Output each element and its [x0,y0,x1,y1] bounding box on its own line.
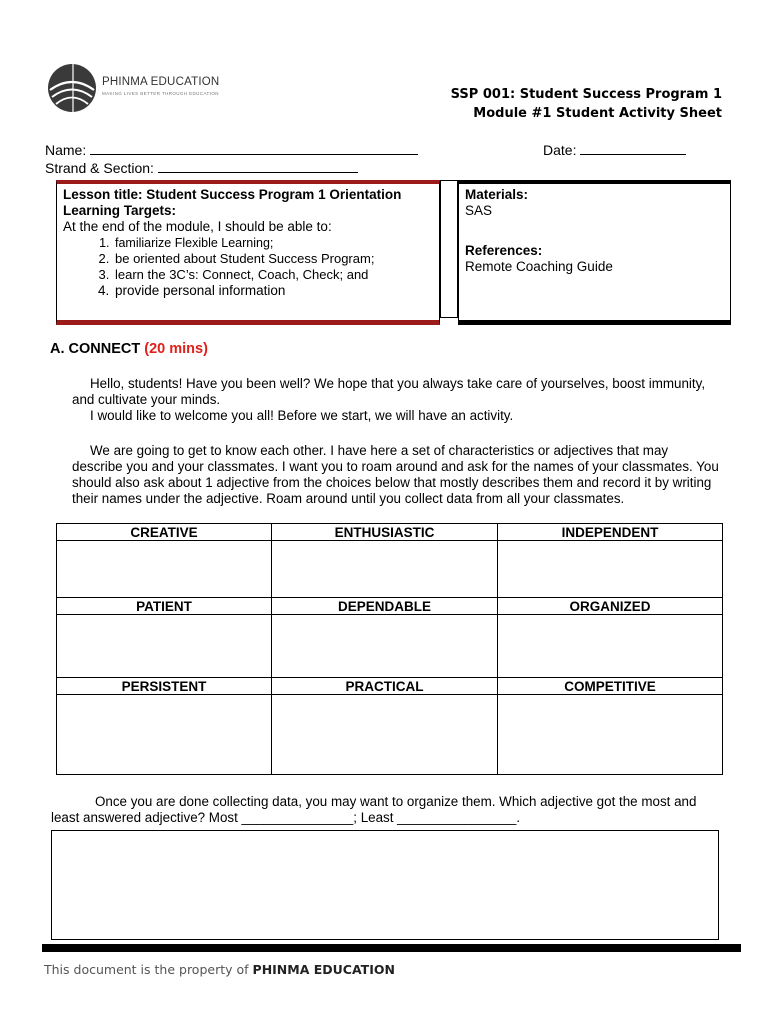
answer-cell[interactable] [272,615,498,678]
answer-cell[interactable] [498,541,723,598]
adjective-header: PERSISTENT [57,678,272,695]
header-line-1: SSP 001: Student Success Program 1 [450,87,722,102]
answer-cell[interactable] [272,541,498,598]
section-a-time: (20 mins) [144,341,208,357]
adjective-header: COMPETITIVE [498,678,723,695]
learning-targets-intro: At the end of the module, I should be able to: [63,219,332,234]
paragraph-summary-question: Once you are done collecting data, you may want to organize them. Which adjective got the most and least answered adjective? Most _______________; Least ________________. [51,794,697,825]
section-a-heading [50,341,208,357]
brand-tagline: MAKING LIVES BETTER THROUGH EDUCATION [102,91,219,96]
adjective-header: CREATIVE [57,524,272,541]
table-header-row [57,524,723,541]
adjective-table [56,523,723,775]
table-header-row [57,678,723,695]
logo-globe-icon [46,60,98,116]
paragraph-instructions: We are going to get to know each other. I have here a set of characteristics or adjectives that may describe you and your classmates. I want you to roam around and ask for the names of your classmates. You should also ask about 1 adjective from the choices below that mostly describes them and record it by writing their names under the adjective. Roam around until you collect data from all your classmates. [72,443,719,506]
answer-cell[interactable] [272,695,498,775]
footer-owner: PHINMA EDUCATION [252,962,395,977]
box-divider [440,180,458,318]
name-blank[interactable] [90,142,418,155]
date-field[interactable] [543,142,686,158]
strand-section-field[interactable] [45,160,358,176]
lesson-box [56,180,440,325]
lesson-title: Lesson title: Student Success Program 1 Orientation [63,187,402,202]
paragraph-welcome: I would like to welcome you all! Before we start, we will have an activity. [90,408,514,423]
table-answer-row [57,615,723,678]
table-answer-row [57,695,723,775]
answer-cell[interactable] [57,541,272,598]
adjective-header: PATIENT [57,598,272,615]
learning-targets-list [63,235,434,299]
answer-cell[interactable] [498,615,723,678]
brand-name: PHINMA EDUCATION [102,76,220,88]
phinma-logo [46,60,226,116]
date-blank[interactable] [580,142,686,155]
references-value: Remote Coaching Guide [465,259,613,274]
adjective-header: PRACTICAL [272,678,498,695]
footer-bar [42,944,741,952]
paragraph-greeting: Hello, students! Have you been well? We hope that you always take care of yourselves, boost immunity, and cultivate your minds. [72,376,706,407]
date-label: Date: [543,142,577,158]
adjective-header: DEPENDABLE [272,598,498,615]
learning-targets-label: Learning Targets: [63,203,177,218]
learning-target-item: 3. learn the 3C’s: Connect, Coach, Check; and [113,267,434,283]
table-answer-row [57,541,723,598]
learning-target-item: 1. familiarize Flexible Learning; [113,235,434,251]
name-field[interactable] [45,142,418,158]
summary-answer-box[interactable] [51,830,719,940]
materials-value: SAS [465,203,493,218]
references-label: References: [465,243,543,258]
materials-label: Materials: [465,187,529,202]
answer-cell[interactable] [498,695,723,775]
learning-target-item: 2. be oriented about Student Success Program; [113,251,434,267]
name-label: Name: [45,142,87,158]
materials-box [458,180,731,325]
adjective-header: ENTHUSIASTIC [272,524,498,541]
learning-target-item: 4. provide personal information [113,283,434,299]
table-header-row [57,598,723,615]
strand-section-label: Strand & Section: [45,160,154,176]
footer-note [44,962,395,977]
adjective-header: INDEPENDENT [498,524,723,541]
answer-cell[interactable] [57,695,272,775]
strand-section-blank[interactable] [158,160,358,173]
footer-prefix: This document is the property of [44,962,249,977]
header-line-2: Module #1 Student Activity Sheet [473,106,722,121]
answer-cell[interactable] [57,615,272,678]
adjective-header: ORGANIZED [498,598,723,615]
section-a-title: A. CONNECT [50,341,141,357]
